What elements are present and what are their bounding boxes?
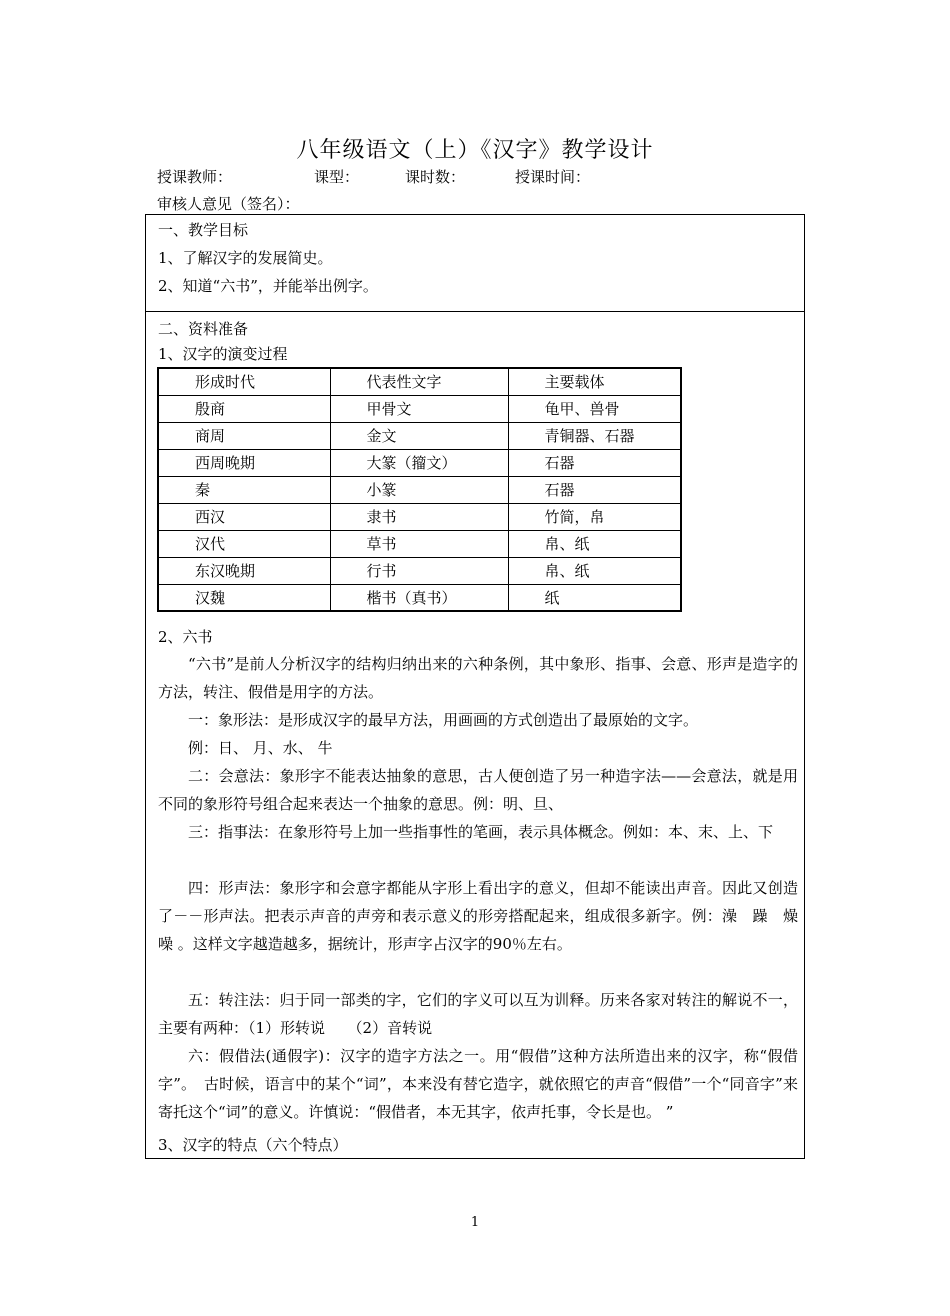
section-teaching-goals	[145, 214, 805, 312]
table-row	[158, 395, 681, 422]
table-cell: 青铜器、石器	[508, 422, 681, 449]
meta-info-line	[157, 166, 590, 187]
page-number: 1	[470, 1215, 480, 1230]
meta-hours: 课时数：	[405, 168, 466, 186]
table-cell: 行书	[330, 557, 508, 584]
table-row	[158, 530, 681, 557]
table-row	[158, 422, 681, 449]
table-cell: 竹简，帛	[508, 503, 681, 530]
liushu-subheading: 2、六书	[158, 628, 213, 646]
meta-time: 授课时间：	[515, 168, 591, 186]
table-cell: 帛、纸	[508, 557, 681, 584]
table-cell: 大篆（籀文）	[330, 449, 508, 476]
paragraph-pictograph-example: 例：日、 月、水、 牛	[188, 739, 333, 757]
table-header-cell: 主要载体	[508, 368, 681, 395]
document-title: 八年级语文（上）《汉字》教学设计	[296, 138, 654, 163]
meta-type: 课型：	[314, 168, 360, 186]
table-cell: 隶书	[330, 503, 508, 530]
table-cell: 金文	[330, 422, 508, 449]
paragraph-indicative: 三：指事法：在象形符号上加一些指事性的笔画，表示具体概念。例如：本、末、上、下	[188, 823, 774, 841]
paragraph-phonosemantic: 四：形声法：象形字和会意字都能从字形上看出字的意义，但却不能读出声音。因此又创造了－－形声法。把表示声音的声旁和表示意义的形旁搭配起来，组成很多新字。例：澡 躁 燥 噪 。这样文字越造越多，据统计，形声字占汉字的90％左右。	[158, 879, 814, 953]
table-cell: 殷商	[158, 395, 330, 422]
table-cell: 纸	[508, 584, 681, 611]
goal-item-1: 1、了解汉字的发展简史。	[158, 249, 333, 267]
table-row	[158, 503, 681, 530]
section-materials	[145, 311, 814, 1159]
table-cell: 秦	[158, 476, 330, 503]
section1-heading: 一、教学目标	[158, 221, 249, 239]
table-cell: 甲骨文	[330, 395, 508, 422]
table-row	[158, 584, 681, 611]
meta-review: 审核人意见（签名）：	[157, 195, 300, 213]
paragraph-loan: 六：假借法(通假字)：汉字的造字方法之一。用“假借”这种方法所造出来的汉字，称“假借字”。 古时候，语言中的某个“词”，本来没有替它造字，就依照它的声音“假借”一个“同音字”来寄托这个“词”的意义。许慎说：“假借者，本无其字，依声托事，令长是也。 ”	[158, 1047, 798, 1121]
evolution-subheading: 1、汉字的演变过程	[158, 345, 288, 363]
table-cell: 西周晚期	[158, 449, 330, 476]
table-cell: 草书	[330, 530, 508, 557]
table-cell: 商周	[158, 422, 330, 449]
table-cell: 石器	[508, 449, 681, 476]
section2-heading: 二、资料准备	[158, 320, 249, 338]
table-cell: 汉魏	[158, 584, 330, 611]
table-cell: 西汉	[158, 503, 330, 530]
table-cell: 东汉晚期	[158, 557, 330, 584]
table-cell: 汉代	[158, 530, 330, 557]
paragraph-pictograph: 一：象形法：是形成汉字的最早方法，用画画的方式创造出了最原始的文字。	[188, 711, 699, 729]
table-cell: 小篆	[330, 476, 508, 503]
table-header-cell: 代表性文字	[330, 368, 508, 395]
table-cell: 帛、纸	[508, 530, 681, 557]
table-row	[158, 449, 681, 476]
table-header-row	[158, 368, 681, 395]
table-row	[158, 557, 681, 584]
table-cell: 龟甲、兽骨	[508, 395, 681, 422]
paragraph-transfer: 五：转注法：归于同一部类的字，它们的字义可以互为训释。历来各家对转注的解说不一，主要有两种：（1）形转说 （2）音转说	[158, 991, 798, 1037]
meta-teacher: 授课教师：	[157, 168, 233, 186]
table-cell: 石器	[508, 476, 681, 503]
table-header-cell: 形成时代	[158, 368, 330, 395]
features-subheading: 3、汉字的特点（六个特点）	[158, 1136, 348, 1154]
goal-item-2: 2、知道“六书”，并能举出例字。	[158, 277, 378, 295]
table-row	[158, 476, 681, 503]
evolution-table	[157, 367, 682, 612]
paragraph-ideograph: 二：会意法：象形字不能表达抽象的意思，古人便创造了另一种造字法——会意法，就是用不同的象形符号组合起来表达一个抽象的意思。例：明、旦、	[158, 767, 798, 813]
table-cell: 楷书（真书）	[330, 584, 508, 611]
paragraph-intro: “六书”是前人分析汉字的结构归纳出来的六种条例，其中象形、指事、会意、形声是造字的方法，转注、假借是用字的方法。	[158, 655, 798, 701]
